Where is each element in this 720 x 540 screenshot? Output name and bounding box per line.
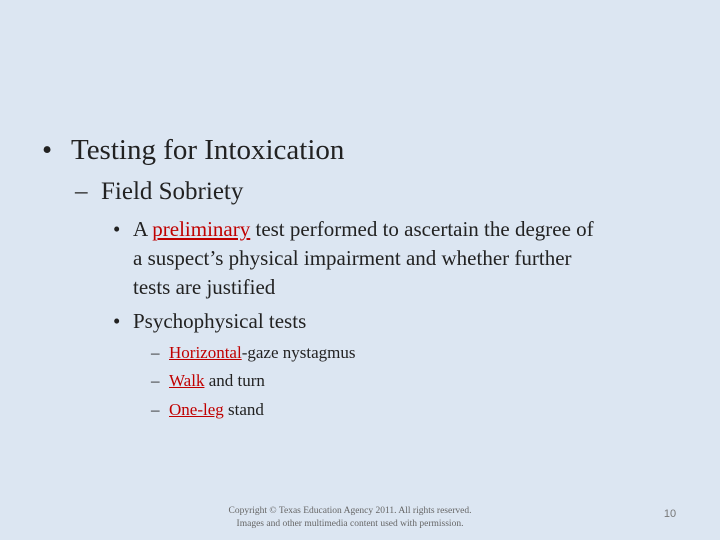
term-horizontal: Horizontal: [169, 343, 242, 362]
point-2-text: Psychophysical tests: [133, 309, 307, 333]
slide-heading: Testing for Intoxication: [71, 134, 345, 166]
test-2-dash: –: [151, 371, 160, 390]
test-3-dash: –: [151, 400, 160, 419]
term-preliminary: preliminary: [152, 217, 251, 241]
point-2-bullet: •: [113, 309, 121, 333]
subheading: Field Sobriety: [101, 178, 244, 205]
test-1-rest: -gaze nystagmus: [241, 343, 356, 362]
point-1-line-2: a suspect’s physical impairment and whether further: [133, 246, 572, 270]
page-number: 10: [663, 508, 677, 520]
point-1-bullet: •: [113, 217, 121, 241]
point-1-line-3: tests are justified: [133, 275, 276, 299]
point-1-rest: test performed to ascertain the degree of: [250, 217, 594, 241]
test-1: [169, 343, 355, 363]
footer-line-1: Copyright © Texas Education Agency 2011. All rights reserved.: [228, 506, 472, 516]
copyright-footer: [200, 505, 500, 531]
test-1-dash: –: [151, 343, 160, 362]
term-walk: Walk: [169, 371, 205, 390]
heading-bullet: •: [42, 134, 53, 166]
test-3: [169, 400, 264, 420]
point-1-line-1: [133, 217, 594, 242]
term-one-leg: One-leg: [169, 400, 224, 419]
subheading-dash: –: [75, 178, 88, 205]
test-2: [169, 371, 265, 391]
point-1-prefix: A: [133, 217, 153, 241]
test-2-rest: and turn: [204, 371, 265, 390]
test-3-rest: stand: [223, 400, 264, 419]
footer-line-2: Images and other multimedia content used with permission.: [236, 519, 464, 529]
